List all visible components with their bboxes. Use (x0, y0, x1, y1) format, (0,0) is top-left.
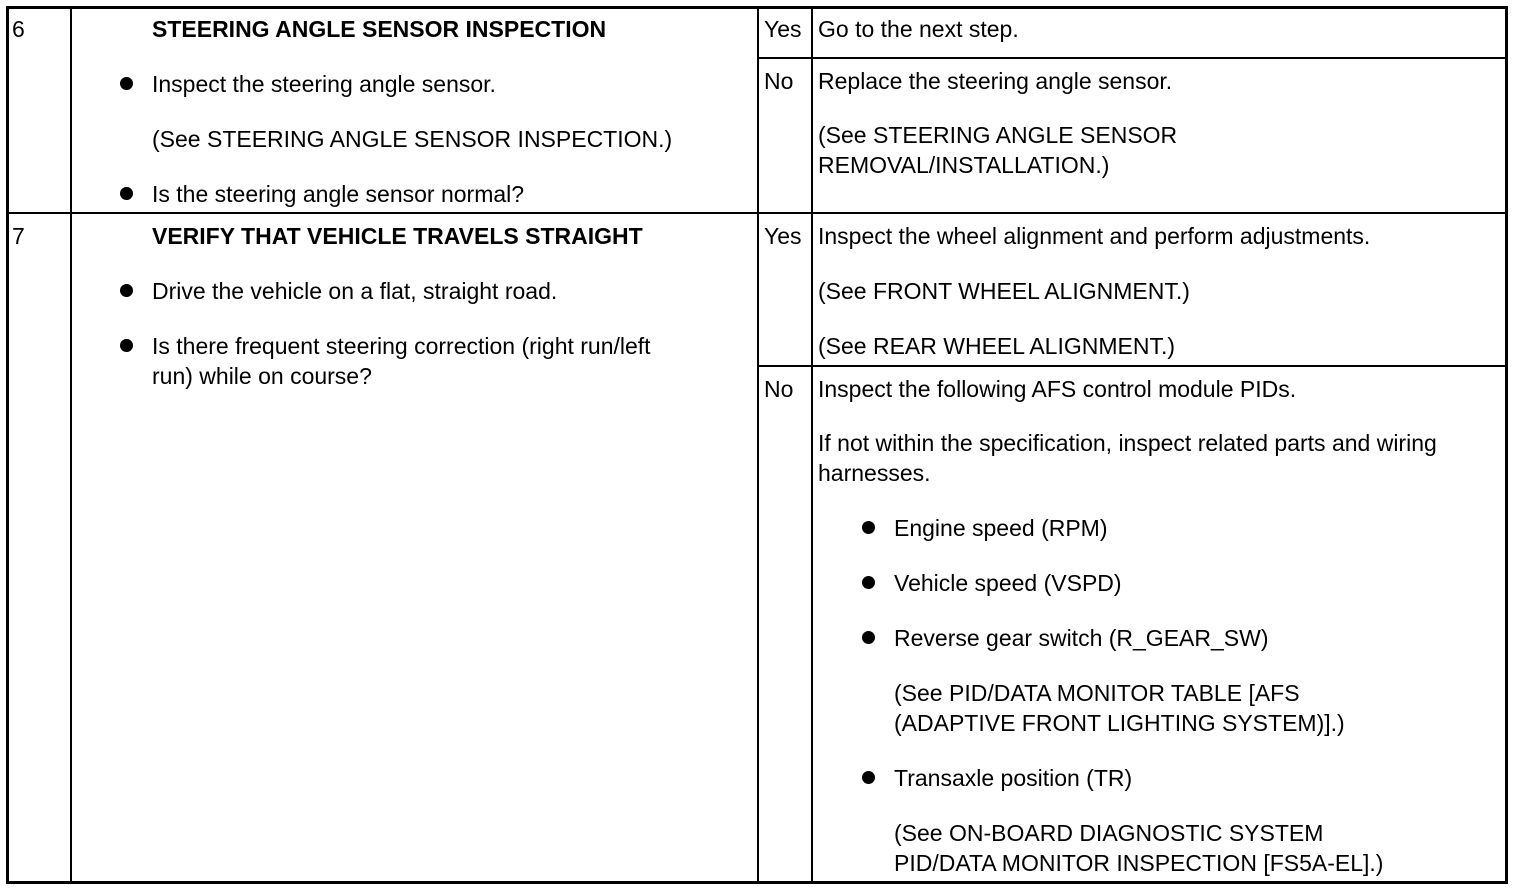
step-instruction: Inspect the steering angle sensor. (152, 71, 496, 97)
column-divider-answer (757, 6, 759, 884)
no-label: No (764, 68, 794, 94)
pid-item: Transaxle position (TR) (894, 765, 1133, 791)
yes-reference: (See REAR WHEEL ALIGNMENT.) (818, 333, 1176, 359)
yes-label: Yes (764, 16, 802, 42)
no-reference: (See STEERING ANGLE SENSOR (818, 122, 1178, 148)
bullet-icon (120, 284, 133, 297)
no-note: If not within the specification, inspect related parts and wiring (818, 430, 1437, 456)
bullet-icon (862, 576, 875, 589)
bullet-icon (120, 77, 133, 90)
step-title: STEERING ANGLE SENSOR INSPECTION (152, 16, 607, 42)
bullet-icon (120, 339, 133, 352)
yes-action: Go to the next step. (818, 16, 1019, 42)
no-action: Replace the steering angle sensor. (818, 68, 1173, 94)
column-divider-step (70, 6, 72, 884)
row-divider-6-7 (6, 212, 1508, 214)
pid-reference: (See ON-BOARD DIAGNOSTIC SYSTEM (894, 820, 1324, 846)
step-question: Is there frequent steering correction (right run/left (152, 333, 651, 359)
step-title: VERIFY THAT VEHICLE TRAVELS STRAIGHT (152, 223, 643, 249)
step-question: Is the steering angle sensor normal? (152, 181, 525, 207)
step-question: run) while on course? (152, 363, 372, 389)
column-divider-action (811, 6, 813, 884)
pid-reference: (See PID/DATA MONITOR TABLE [AFS (894, 680, 1300, 706)
pid-reference: (ADAPTIVE FRONT LIGHTING SYSTEM)].) (894, 710, 1345, 736)
step-instruction: Drive the vehicle on a flat, straight road. (152, 278, 558, 304)
step-reference: (See STEERING ANGLE SENSOR INSPECTION.) (152, 126, 673, 152)
no-reference: REMOVAL/INSTALLATION.) (818, 152, 1110, 178)
yes-action: Inspect the wheel alignment and perform adjustments. (818, 223, 1371, 249)
no-action: Inspect the following AFS control module PIDs. (818, 376, 1297, 402)
bullet-icon (862, 771, 875, 784)
pid-item: Engine speed (RPM) (894, 515, 1108, 541)
divider-row6-yes-no (757, 57, 1508, 59)
pid-item: Reverse gear switch (R_GEAR_SW) (894, 625, 1269, 651)
step-number: 7 (12, 223, 25, 249)
no-note: harnesses. (818, 460, 931, 486)
bullet-icon (120, 187, 133, 200)
bullet-icon (862, 631, 875, 644)
divider-row7-yes-no (757, 365, 1508, 367)
pid-item: Vehicle speed (VSPD) (894, 570, 1122, 596)
bullet-icon (862, 521, 875, 534)
no-label: No (764, 376, 794, 402)
step-number: 6 (12, 16, 25, 42)
pid-reference: PID/DATA MONITOR INSPECTION [FS5A-EL].) (894, 850, 1384, 876)
yes-label: Yes (764, 223, 802, 249)
yes-reference: (See FRONT WHEEL ALIGNMENT.) (818, 278, 1190, 304)
